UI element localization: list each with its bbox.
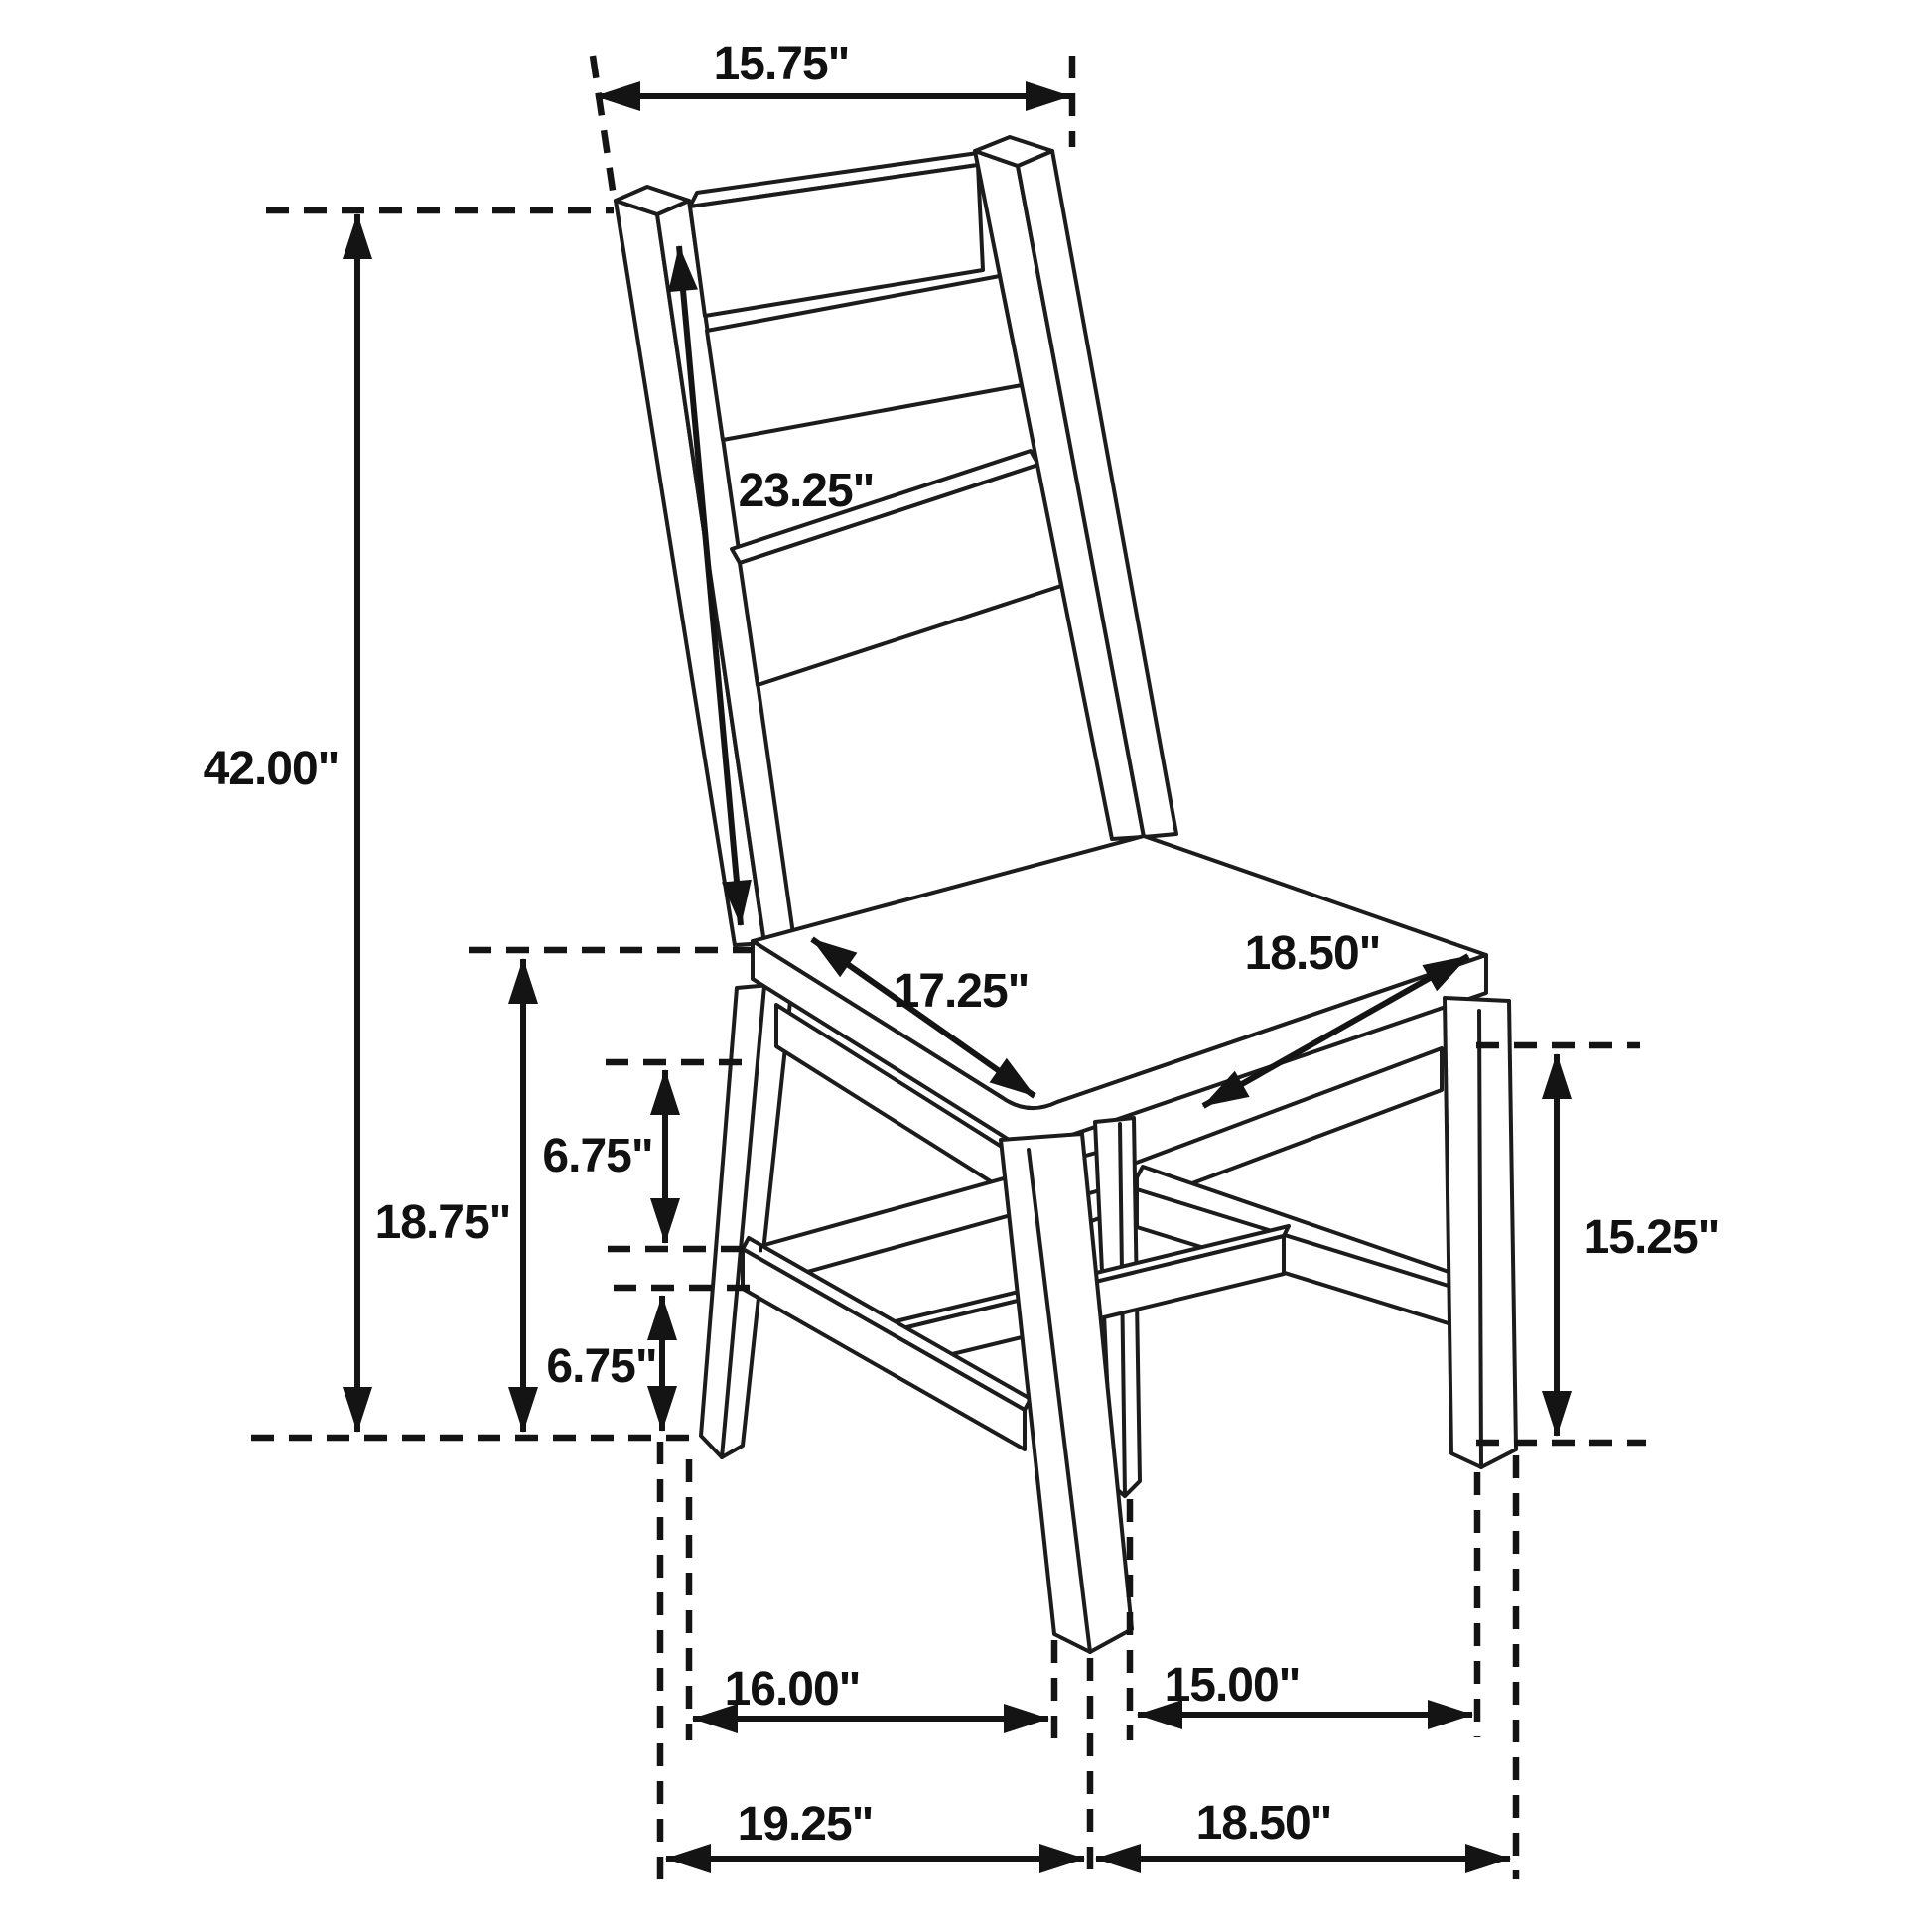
label-back-width: 15.75" [713,38,850,90]
front-right-leg [1445,998,1516,1467]
label-footprint-width: 18.50" [1195,1797,1332,1850]
label-leg-spacing-front: 15.00" [1164,1659,1301,1712]
back-left-leg [701,983,792,1457]
chair-drawing [616,137,1516,1652]
label-leg-spacing-side: 16.00" [724,1663,861,1716]
label-front-leg-height: 15.25" [1583,1211,1720,1264]
label-footprint-depth: 19.25" [737,1798,874,1851]
label-seat-to-stretcher: 6.75" [542,1130,653,1182]
right-stretcher [1137,1167,1457,1324]
label-backrest-length: 23.25" [738,465,875,517]
label-seat-height: 18.75" [374,1196,511,1249]
label-overall-height: 42.00" [203,743,340,795]
label-stretcher-to-floor: 6.75" [546,1340,657,1393]
label-seat-depth: 17.25" [893,965,1030,1018]
ext-top-left [593,56,614,197]
label-seat-width: 18.50" [1244,927,1381,980]
